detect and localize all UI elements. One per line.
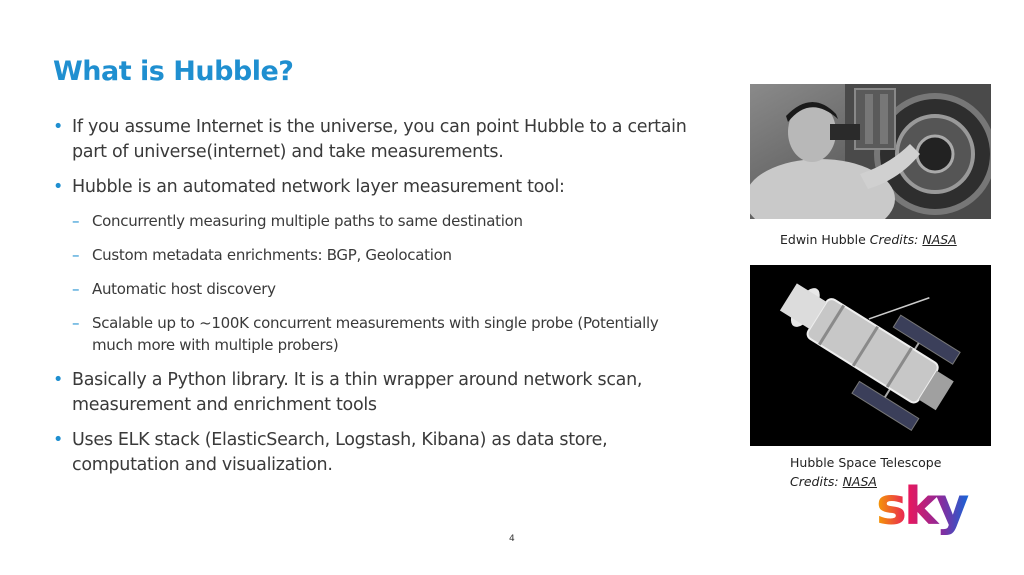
sub-bullet-text: Concurrently measuring multiple paths to same destination — [92, 212, 523, 230]
dash-icon: – — [72, 246, 80, 264]
dash-icon: – — [72, 280, 80, 298]
sub-bullet-text: Scalable up to ~100K concurrent measurements with single probe (Potentially much more with multiple probers) — [92, 314, 659, 354]
photo1-caption — [780, 232, 957, 247]
hubble-telescope-photo — [750, 265, 991, 446]
bullet-text: Hubble is an automated network layer measurement tool: — [72, 177, 565, 197]
sub-bullet-item — [53, 278, 703, 300]
page-number: 4 — [509, 534, 515, 544]
slide-title: What is Hubble? — [53, 56, 294, 87]
photo1-credits-label: Credits: — [869, 232, 919, 247]
dash-icon: – — [72, 314, 80, 332]
bullet-text: If you assume Internet is the universe, you can point Hubble to a certain part of universe(internet) and take measurements. — [72, 117, 687, 162]
dash-icon: – — [72, 212, 80, 230]
hubble-telescope-image — [750, 265, 991, 446]
photo2-caption-name: Hubble Space Telescope — [790, 455, 942, 470]
sky-logo-text: sky — [876, 478, 967, 537]
bullet-item — [53, 428, 703, 478]
edwin-hubble-photo — [750, 84, 991, 219]
sky-logo — [876, 478, 974, 540]
sub-bullet-text: Custom metadata enrichments: BGP, Geolocation — [92, 246, 452, 264]
sub-bullet-item — [53, 312, 703, 356]
sub-bullet-item — [53, 244, 703, 266]
bullet-text: Basically a Python library. It is a thin wrapper around network scan, measurement and enrichment tools — [72, 370, 643, 415]
sub-bullet-item — [53, 210, 703, 232]
sub-bullet-text: Automatic host discovery — [92, 280, 276, 298]
photo1-credits-link[interactable]: NASA — [922, 232, 957, 247]
bullet-dot-icon: • — [53, 117, 64, 137]
edwin-hubble-image — [750, 84, 991, 219]
bullet-item — [53, 368, 703, 418]
bullet-dot-icon: • — [53, 177, 64, 197]
bullet-text: Uses ELK stack (ElasticSearch, Logstash, Kibana) as data store, computation and visualization. — [72, 430, 608, 475]
bullet-item — [53, 175, 703, 200]
photo2-credits-label: Credits: — [790, 474, 839, 489]
photo1-caption-name: Edwin Hubble — [780, 232, 866, 247]
photo2-credits-link[interactable]: NASA — [842, 474, 877, 489]
bullet-list — [53, 115, 703, 488]
bullet-dot-icon: • — [53, 370, 64, 390]
bullet-dot-icon: • — [53, 430, 64, 450]
bullet-item — [53, 115, 703, 165]
